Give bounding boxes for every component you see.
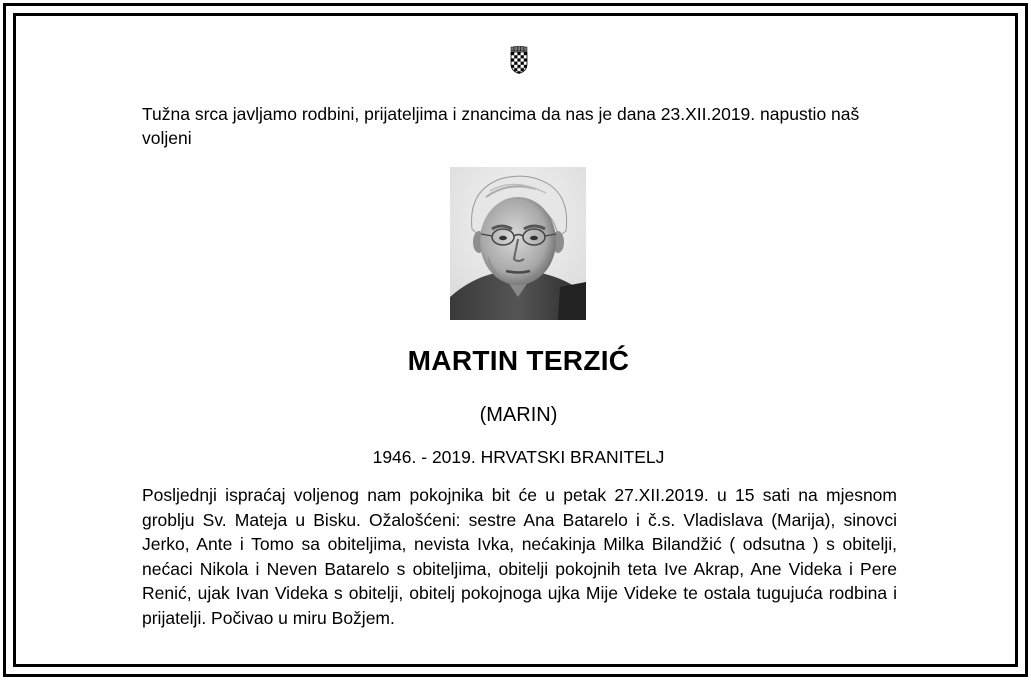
funeral-details-text: Posljednji ispraćaj voljenog nam pokojnika bit će u petak 27.XII.2019. u 15 sati na mjesnom groblju Sv. Mateja u Bisku. Ožalošćeni: sestre Ana Batarelo i č.s. Vladislava (Marija), sinovci Jerko, Ante i Tomo sa obiteljima, nevista Ivka, nećakinja Milka Bilandžić ( odsutna ) s obitelji, nećaci Nikola i Neven Batarelo s obiteljima, obitelji pokojnih teta Ive Akrap, Ane Videka i Pere Renić, ujak Ivan Videka s obitelji, obitelj pokojnoga ujka Mije Videke te ostala tugujuća rodbina i prijatelji. Počivao u miru Božjem.: [142, 485, 897, 628]
intro-text: Tužna srca javljamo rodbini, prijateljima i znancima da nas je dana 23.XII.2019. napustio naš voljeni: [142, 104, 860, 148]
croatian-coat-of-arms-icon: [510, 46, 528, 74]
life-dates: 1946. - 2019. HRVATSKI BRANITELJ: [372, 447, 665, 467]
deceased-nickname: (MARIN): [479, 404, 558, 426]
deceased-name: MARTIN TERZIĆ: [407, 345, 630, 376]
portrait-photo: [450, 167, 586, 320]
